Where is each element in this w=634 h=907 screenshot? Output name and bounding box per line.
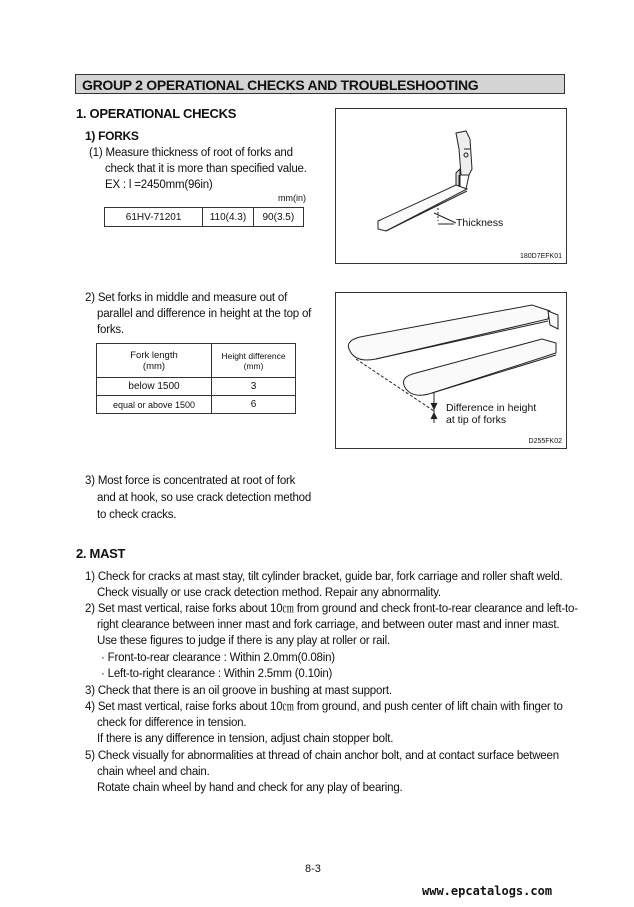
mast-line: check for difference in tension. bbox=[97, 717, 247, 729]
subheading-forks: 1) FORKS bbox=[85, 129, 139, 143]
table-cell: below 1500 bbox=[97, 378, 212, 396]
item2-line3: forks. bbox=[97, 324, 124, 336]
table-cell: 3 bbox=[212, 378, 296, 396]
watermark-link[interactable]: www.epcatalogs.com bbox=[422, 884, 553, 898]
mast-line: If there is any difference in tension, adjust chain stopper bolt. bbox=[97, 733, 394, 745]
mast-line: 3) Check that there is an oil groove in bushing at mast support. bbox=[85, 685, 392, 697]
mast-line: · Left-to-right clearance : Within 2.5mm (0.10in) bbox=[101, 668, 333, 680]
section-heading-operational-checks: 1. OPERATIONAL CHECKS bbox=[76, 106, 237, 121]
fig2-label-line2: at tip of forks bbox=[446, 414, 507, 426]
fig1-thickness-label: Thickness bbox=[456, 217, 504, 229]
section-heading-mast: 2. MAST bbox=[76, 546, 126, 561]
page-number: 8-3 bbox=[305, 863, 321, 875]
mast-line: Use these figures to judge if there is any play at roller or rail. bbox=[97, 635, 390, 647]
mast-line: 1) Check for cracks at mast stay, tilt cylinder bracket, guide bar, fork carriage and roller shaft weld. bbox=[85, 571, 563, 583]
unit-label: mm(in) bbox=[278, 193, 306, 203]
mast-line: Rotate chain wheel by hand and check for any play of bearing. bbox=[97, 782, 403, 794]
fig2-label-line1: Difference in height bbox=[446, 402, 537, 414]
item1-line2: check that it is more than specified value. bbox=[105, 163, 307, 175]
height-difference-table bbox=[96, 343, 296, 414]
figure-fork-height-difference bbox=[335, 292, 567, 449]
table-cell-standard: 110(4.3) bbox=[203, 208, 253, 227]
item3-line2: and at hook, so use crack detection method bbox=[97, 492, 312, 504]
mast-line: chain wheel and chain. bbox=[97, 766, 210, 778]
table-cell: equal or above 1500 bbox=[97, 396, 212, 414]
mast-line: right clearance between inner mast and fork carriage, and between outer mast and inner mast. bbox=[97, 619, 560, 631]
item2-line1: 2) Set forks in middle and measure out of bbox=[85, 292, 288, 304]
group-title: GROUP 2 OPERATIONAL CHECKS AND TROUBLESHOOTING bbox=[75, 74, 565, 94]
table-header-height-difference: Height difference (mm) bbox=[212, 344, 296, 378]
mast-line: 4) Set mast vertical, raise forks about 10㎝ from ground, and push center of lift chain with finger to bbox=[85, 701, 563, 713]
item3-line1: 3) Most force is concentrated at root of fork bbox=[85, 475, 296, 487]
mast-line: 5) Check visually for abnormalities at thread of chain anchor bolt, and at contact surface between bbox=[85, 750, 559, 762]
item2-line2: parallel and difference in height at the top of bbox=[97, 308, 312, 320]
fig1-code: 180D7EFK01 bbox=[519, 253, 562, 260]
table-header-fork-length: Fork length (mm) bbox=[97, 344, 212, 378]
mast-line: · Front-to-rear clearance : Within 2.0mm(0.08in) bbox=[101, 652, 335, 664]
fork-thickness-table bbox=[104, 207, 304, 227]
figure-fork-thickness bbox=[335, 108, 567, 264]
item3-line3: to check cracks. bbox=[97, 509, 177, 521]
item1-line1: (1) Measure thickness of root of forks and bbox=[89, 147, 293, 159]
item1-line3: EX : l =2450mm(96in) bbox=[105, 179, 213, 191]
mast-line: 2) Set mast vertical, raise forks about 10㎝ from ground and check front-to-rear clearance and left-to- bbox=[85, 603, 578, 615]
fork-side-illustration bbox=[336, 109, 566, 263]
table-cell-model: 61HV-71201 bbox=[105, 208, 203, 227]
table-cell: 6 bbox=[212, 396, 296, 414]
fig2-code: D255FK02 bbox=[528, 438, 562, 445]
mast-line: Check visually or use crack detection method. Repair any abnormality. bbox=[97, 587, 441, 599]
table-cell-limit: 90(3.5) bbox=[253, 208, 303, 227]
